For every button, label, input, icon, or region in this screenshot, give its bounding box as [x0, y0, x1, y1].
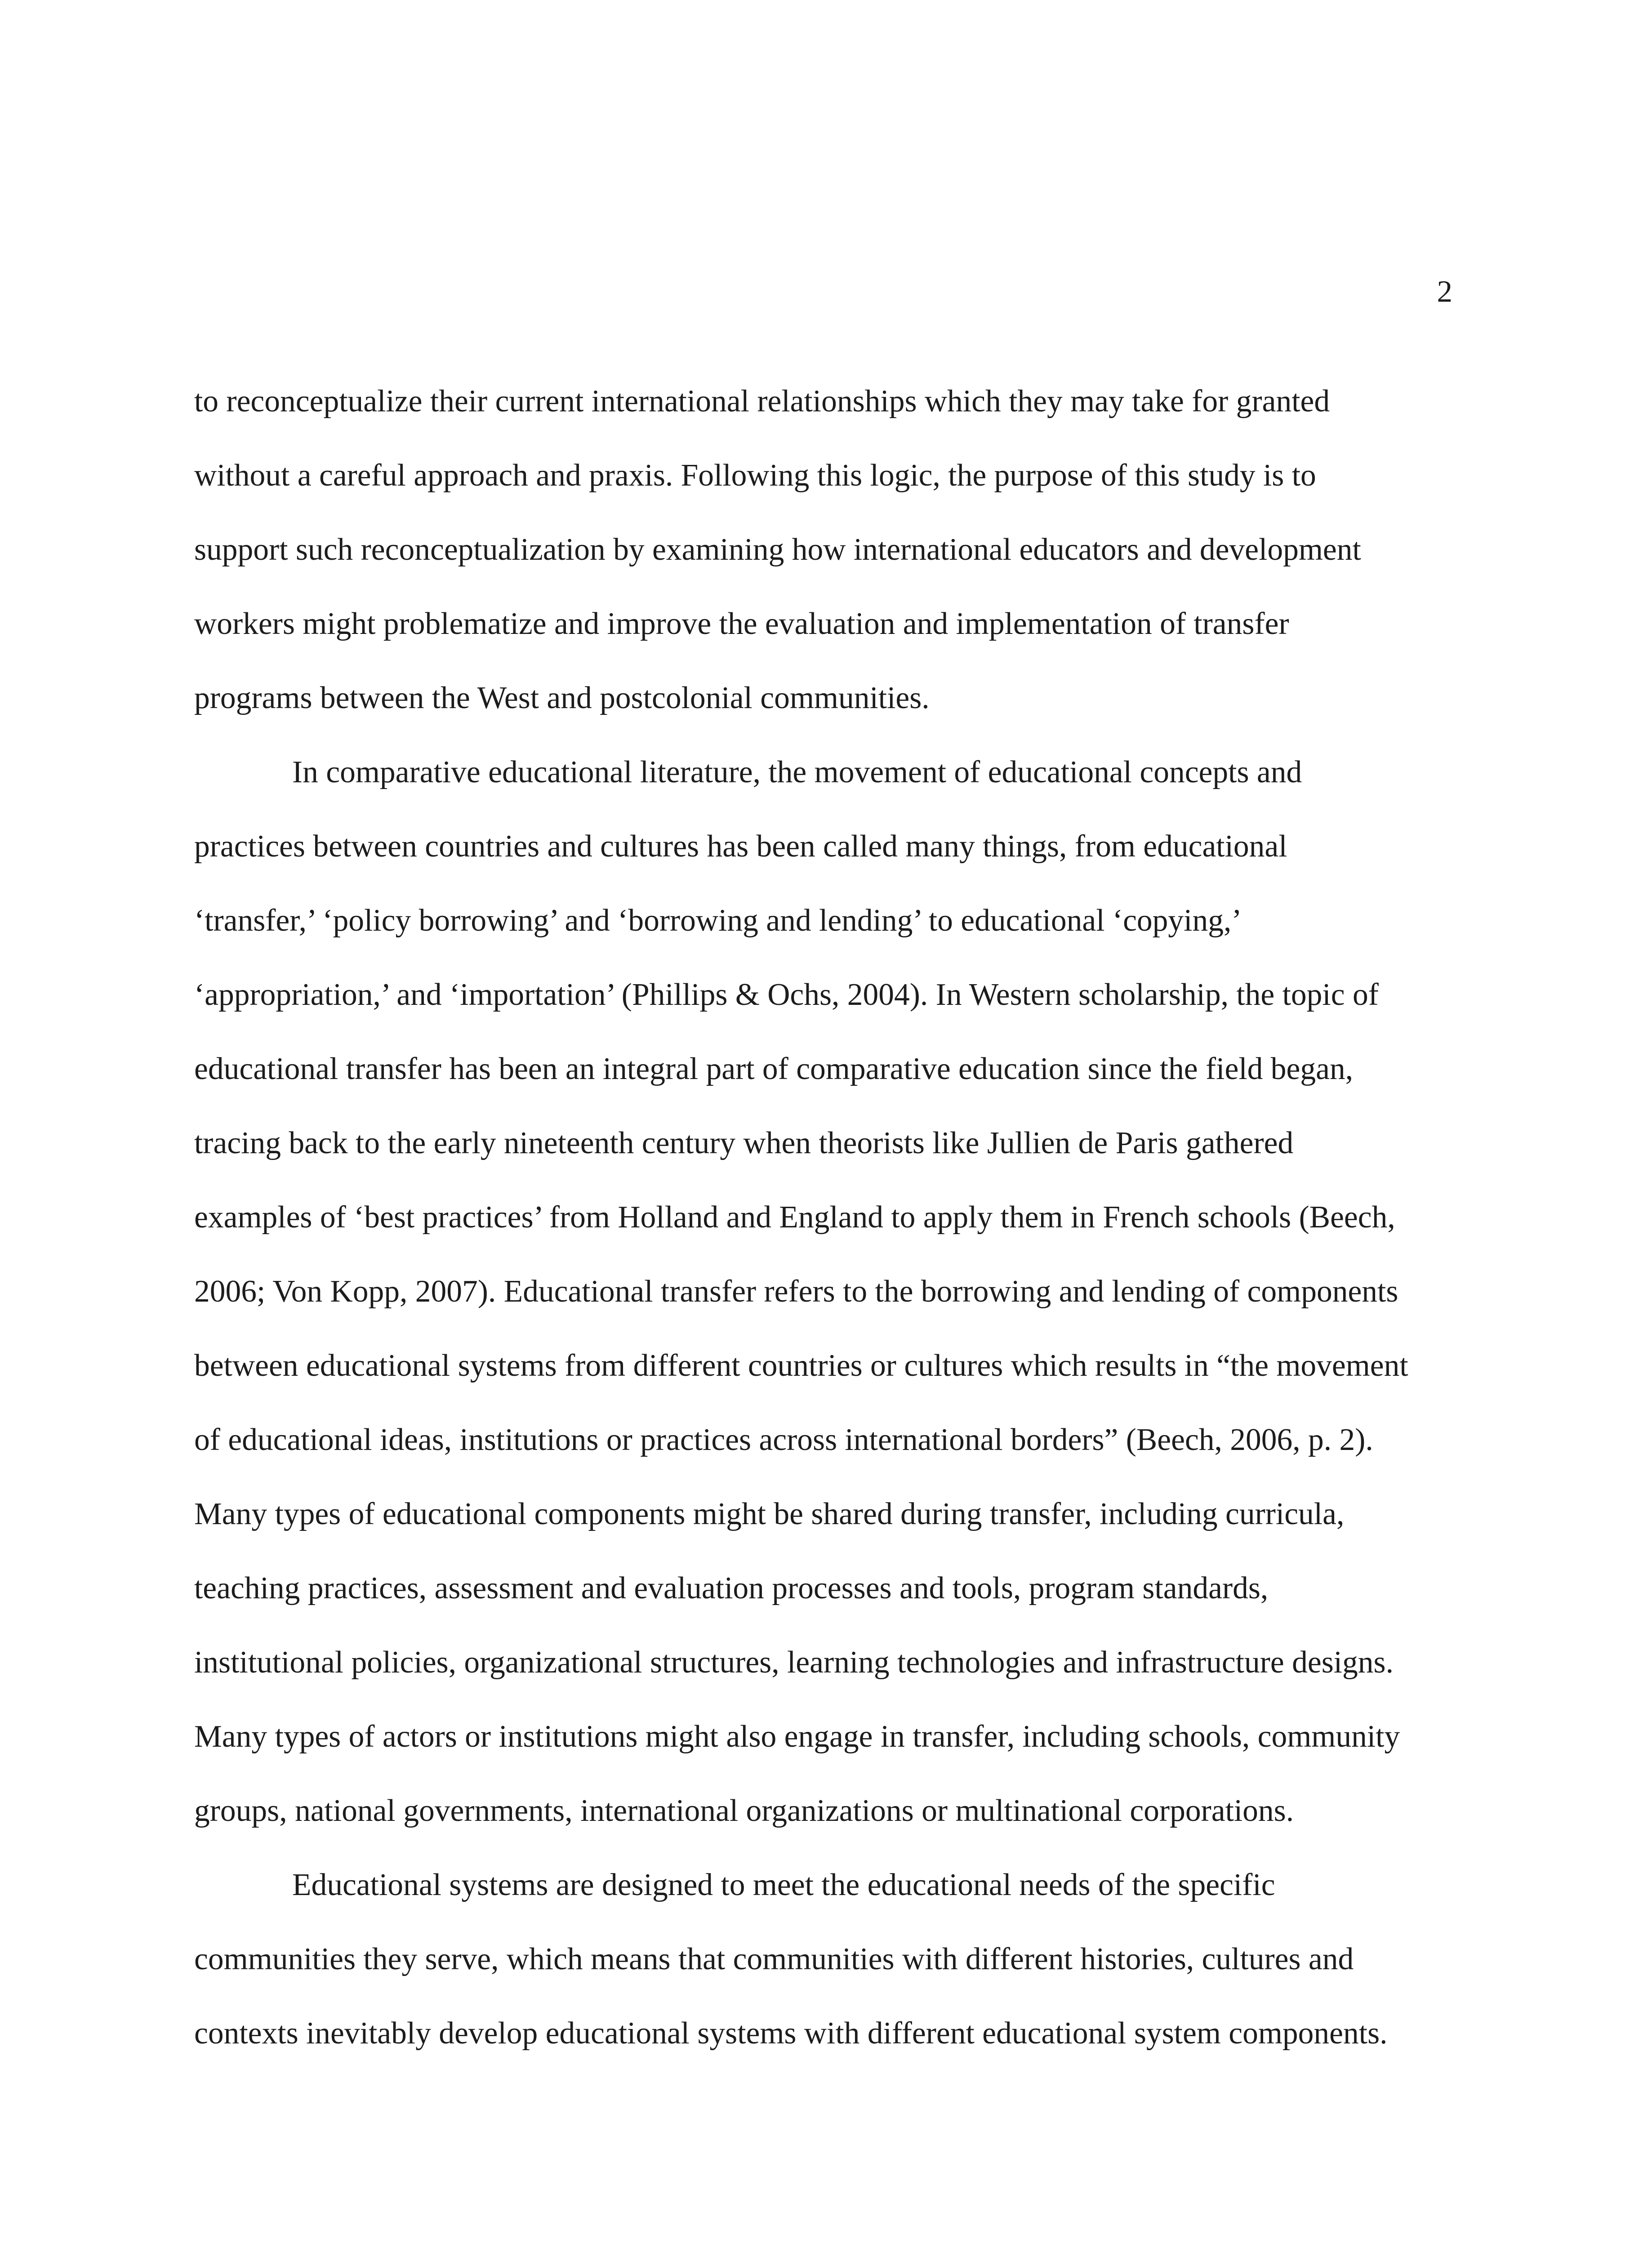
- text-line: without a careful approach and praxis. Following this logic, the purpose of this study is to: [194, 458, 1316, 493]
- text-line: communities they serve, which means that communities with different histories, cultures and: [194, 1942, 1354, 1976]
- paragraph: [194, 364, 1444, 735]
- text-line: institutional policies, organizational structures, learning technologies and infrastructure designs.: [194, 1645, 1394, 1680]
- text-line: 2006; Von Kopp, 2007). Educational transfer refers to the borrowing and lending of components: [194, 1274, 1398, 1309]
- text-line: of educational ideas, institutions or practices across international borders” (Beech, 2006, p. 2).: [194, 1423, 1373, 1457]
- text-line: workers might problematize and improve the evaluation and implementation of transfer: [194, 607, 1289, 641]
- text-line: groups, national governments, international organizations or multinational corporations.: [194, 1793, 1294, 1828]
- text-line: ‘transfer,’ ‘policy borrowing’ and ‘borrowing and lending’ to educational ‘copying,’: [194, 903, 1242, 938]
- text-line: examples of ‘best practices’ from Holland and England to apply them in French schools (Beech,: [194, 1200, 1395, 1235]
- page-number: 2: [1437, 274, 1452, 308]
- text-line: ‘appropriation,’ and ‘importation’ (Phillips & Ochs, 2004). In Western scholarship, the topic of: [194, 977, 1379, 1012]
- text-line: educational transfer has been an integral part of comparative education since the field began,: [194, 1052, 1354, 1086]
- text-line: Many types of actors or institutions might also engage in transfer, including schools, community: [194, 1719, 1400, 1754]
- text-line: contexts inevitably develop educational systems with different educational system components.: [194, 2016, 1388, 2051]
- text-line: programs between the West and postcolonial communities.: [194, 681, 930, 715]
- body-text: [194, 364, 1444, 2070]
- text-line: teaching practices, assessment and evaluation processes and tools, program standards,: [194, 1571, 1269, 1606]
- paragraph: [194, 735, 1444, 1848]
- text-line: Many types of educational components might be shared during transfer, including curricula,: [194, 1497, 1345, 1531]
- text-line: support such reconceptualization by examining how international educators and development: [194, 532, 1361, 567]
- text-line: to reconceptualize their current international relationships which they may take for granted: [194, 384, 1330, 419]
- text-line: tracing back to the early nineteenth century when theorists like Jullien de Paris gathered: [194, 1126, 1294, 1160]
- text-line: practices between countries and cultures has been called many things, from educational: [194, 829, 1287, 864]
- text-line: Educational systems are designed to meet the educational needs of the specific: [292, 1868, 1275, 1902]
- text-line: between educational systems from different countries or cultures which results in “the movement: [194, 1348, 1408, 1383]
- text-line: In comparative educational literature, the movement of educational concepts and: [292, 755, 1302, 789]
- paragraph: [194, 1848, 1444, 2070]
